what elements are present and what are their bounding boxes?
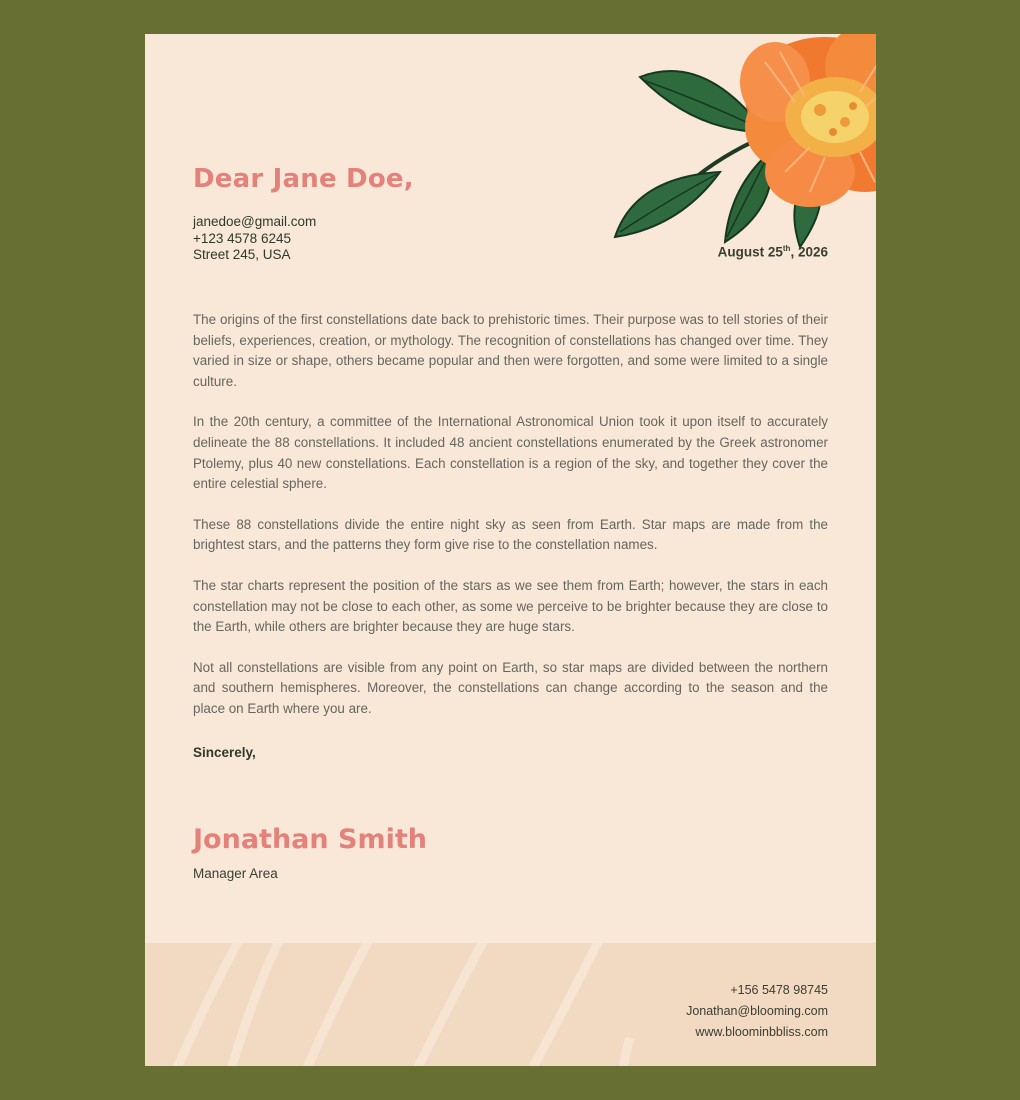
footer-phone: +156 5478 98745 bbox=[730, 983, 828, 997]
footer-website: www.bloominbbliss.com bbox=[695, 1025, 828, 1039]
letter-body bbox=[193, 310, 828, 740]
signer-role: Manager Area bbox=[193, 866, 278, 881]
footer-email: Jonathan@blooming.com bbox=[686, 1004, 828, 1018]
recipient-phone: +123 4578 6245 bbox=[193, 230, 291, 246]
letter-sheet bbox=[145, 34, 876, 1066]
date-year: , 2026 bbox=[790, 244, 828, 260]
body-paragraph: These 88 constellations divide the entire night sky as seen from Earth. Star maps are made from the brightest stars, and the patterns they form give rise to the constellation names. bbox=[193, 516, 828, 553]
recipient-address: Street 245, USA bbox=[193, 247, 291, 262]
recipient-email: janedoe@gmail.com bbox=[193, 214, 317, 229]
closing-text: Sincerely, bbox=[193, 745, 256, 760]
body-paragraph: The star charts represent the position of the stars as we see them from Earth; however, the stars in each constellation may not be close to each other, as some we perceive to be brighter because they are close to the Earth, while others are brighter because they are huge stars. bbox=[193, 577, 828, 635]
date-suffix: th bbox=[782, 244, 791, 253]
body-paragraph: Not all constellations are visible from any point on Earth, so star maps are divided between the northern and southern hemispheres. Moreover, the constellations can change according to the season and the place on Earth where you are. bbox=[193, 659, 828, 716]
greeting-heading: Dear Jane Doe, bbox=[193, 164, 414, 194]
recipient-contact bbox=[193, 214, 316, 264]
footer-band bbox=[145, 943, 876, 1066]
footer-contact bbox=[686, 980, 828, 1043]
body-paragraph: In the 20th century, a committee of the International Astronomical Union took it upon itself to accurately delineate the 88 constellations. It included 48 ancient constellations enumerated by the Greek astronomer Ptolemy, plus 40 new constellations. Each constellation is a region of the sky, and together they cover the entire celestial sphere. bbox=[193, 414, 828, 492]
date-month-day: August 25 bbox=[717, 244, 783, 260]
body-paragraph: The origins of the first constellations date back to prehistoric times. Their purpose was to tell stories of their beliefs, experiences, creation, or mythology. The recognition of constellations has changed over time. They varied in size or shape, others became popular and then were forgotten, and some were limited to a single culture. bbox=[193, 312, 828, 389]
flower-illustration bbox=[465, 34, 876, 252]
letter-date bbox=[718, 244, 828, 260]
signer-name: Jonathan Smith bbox=[193, 824, 427, 855]
